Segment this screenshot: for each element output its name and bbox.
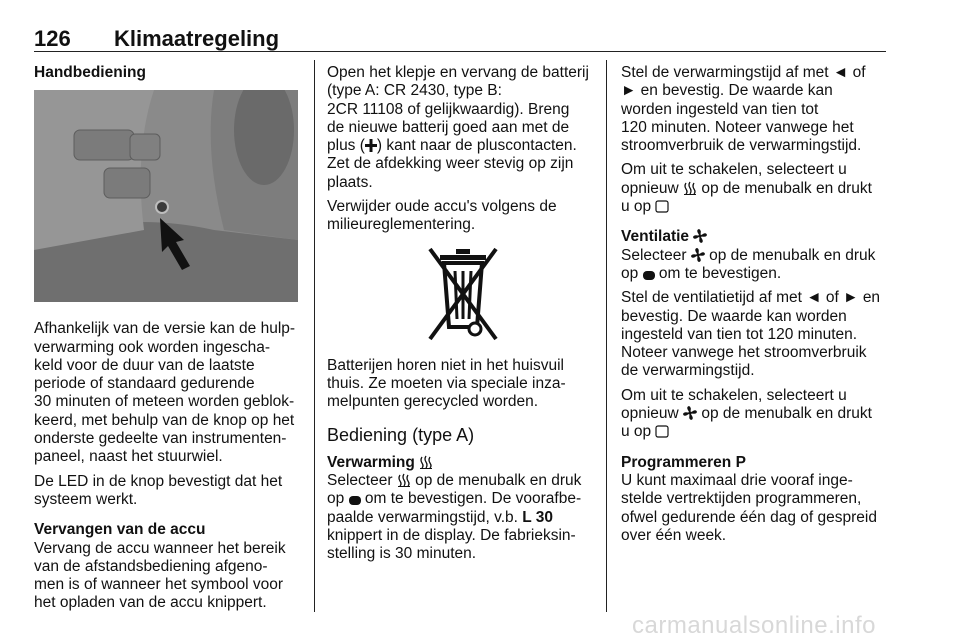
text-line: ) kant naar de pluscontacten. (376, 137, 577, 155)
right-arrow-icon: ► (843, 289, 859, 307)
fan-icon (683, 406, 697, 420)
column-divider-1 (314, 60, 315, 612)
text-line: Open het klepje en vervang de batterij (327, 64, 589, 81)
text-line: of (825, 289, 839, 307)
text-line: opnieuw (621, 405, 679, 423)
text-line: Selecteer (621, 246, 687, 264)
text-line: knippert in de display. De fabrieksin- (327, 527, 576, 545)
left-arrow-icon: ◄ (806, 289, 822, 307)
text-line: Stel de verwarmingstijd af met (621, 64, 829, 81)
text-line: melpunten gerecycled worden. (327, 393, 539, 411)
text-line: opnieuw (621, 179, 679, 197)
text-line: op de menubalk en druk (709, 246, 876, 264)
text-line: Batterijen horen niet in het huisvuil (327, 356, 564, 374)
text-line: en (862, 289, 881, 307)
text-line: plaats. (327, 173, 373, 191)
text-line: keld voor de duur van de laatste (34, 356, 255, 374)
text-line: u op (621, 423, 652, 441)
text-line: (type A: CR 2430, type B: (327, 82, 502, 100)
text-line: stroomverbruik de verwarmingstijd. (621, 137, 862, 155)
header-rule (34, 51, 886, 52)
column-2 (327, 64, 599, 570)
text-line: plus ( (327, 137, 365, 155)
off-button-icon (655, 425, 669, 438)
text-line: Om uit te schakelen, selecteert u (621, 161, 847, 179)
column-3 (621, 64, 893, 551)
text-line: paalde verwarmingstijd, v.b. (327, 508, 518, 526)
text-line: ofwel gedurende één dag of gespreid (621, 508, 877, 526)
text-line: thuis. Ze moeten via speciale inza- (327, 374, 566, 392)
page-number: 126 (34, 26, 71, 51)
right-arrow-icon: ► (621, 82, 637, 100)
watermark-text: carmanualsonline.info (632, 612, 876, 639)
text-line: het opladen van de accu knippert. (34, 594, 267, 612)
text-line: op (621, 264, 639, 282)
text-line: 2CR 11108 of gelijkwaardig). Breng (327, 100, 570, 118)
text-line: 30 minuten of meteen worden geblok- (34, 393, 295, 411)
text-line: Zet de afdekking weer stevig op zijn (327, 155, 574, 173)
subheading-vervangen: Vervangen van de accu (34, 521, 206, 539)
subheading-verwarming: Verwarming (327, 453, 415, 471)
text-line: keerd, met behulp van de knop op het (34, 411, 295, 429)
text-line: bevestig. De waarde kan worden (621, 307, 847, 325)
text-line: Selecteer (327, 472, 393, 490)
crossed-out-bin-icon (426, 243, 500, 343)
text-line: 120 minuten. Noteer vanwege het (621, 118, 854, 136)
subheading-programmeren: Programmeren P (621, 453, 746, 471)
text-line: Afhankelijk van de versie kan de hulp- (34, 320, 296, 338)
text-line: en bevestig. De waarde kan (640, 82, 833, 100)
text-line: onderste gedeelte van instrumenten- (34, 430, 287, 448)
text-line: u op (621, 198, 652, 216)
text-line: Vervang de accu wanneer het bereik (34, 539, 286, 557)
text-line: milieureglementering. (327, 216, 476, 234)
text-line: op (327, 490, 345, 508)
text-line: paneel, naast het stuurwiel. (34, 448, 223, 466)
text-line: om te bevestigen. (658, 264, 782, 282)
fan-icon (693, 229, 707, 243)
text-line: Verwijder oude accu's volgens de (327, 198, 557, 216)
section-heading-bediening: Bediening (type A) (327, 424, 475, 445)
text-line: om te bevestigen. De voorafbe- (364, 490, 582, 508)
subheading-ventilatie: Ventilatie (621, 228, 690, 246)
text-line: over één week. (621, 526, 727, 544)
text-line: Noteer vanwege het stroomverbruik (621, 344, 867, 362)
text-line: worden ingesteld van tien tot (621, 100, 819, 118)
text-line: systeem werkt. (34, 490, 138, 508)
text-line: stelling is 30 minuten. (327, 545, 477, 563)
text-line: U kunt maximaal drie vooraf inge- (621, 471, 853, 489)
page-header (34, 20, 886, 54)
column-1 (34, 64, 304, 619)
left-arrow-icon: ◄ (832, 64, 849, 81)
confirm-button-icon (349, 496, 361, 505)
text-line: op de menubalk en druk (415, 472, 582, 490)
display-value: L 30 (522, 508, 554, 526)
text-line: van de afstandsbediening afgeno- (34, 557, 268, 575)
text-line: de nieuwe batterij goed aan met de (327, 118, 570, 136)
text-line: of (852, 64, 866, 81)
text-line: De LED in de knop bevestigt dat het (34, 472, 283, 490)
text-line: op de menubalk en drukt (701, 179, 872, 197)
plus-icon (365, 139, 377, 152)
heating-icon (397, 473, 411, 487)
section-heading-handbediening: Handbediening (34, 64, 146, 81)
column-divider-2 (606, 60, 607, 612)
off-button-icon (655, 200, 669, 213)
text-line: ingesteld van tien tot 120 minuten. (621, 325, 858, 343)
text-line: periode of standaard gedurende (34, 375, 255, 393)
confirm-button-icon (643, 271, 655, 280)
text-line: verwarming ook worden ingescha- (34, 338, 271, 356)
text-line: men is of wanneer het symbool voor (34, 576, 283, 594)
text-line: de verwarmingstijd. (621, 362, 755, 380)
page-title: Klimaatregeling (114, 26, 280, 51)
text-line: Stel de ventilatietijd af met (621, 289, 802, 307)
heating-icon (683, 181, 697, 195)
text-line: Om uit te schakelen, selecteert u (621, 386, 847, 404)
dashboard-button-photo (34, 90, 298, 302)
text-line: op de menubalk en drukt (701, 405, 872, 423)
fan-icon (691, 248, 705, 262)
heating-icon (419, 455, 433, 469)
text-line: stelde vertrektijden programmeren, (621, 490, 862, 508)
